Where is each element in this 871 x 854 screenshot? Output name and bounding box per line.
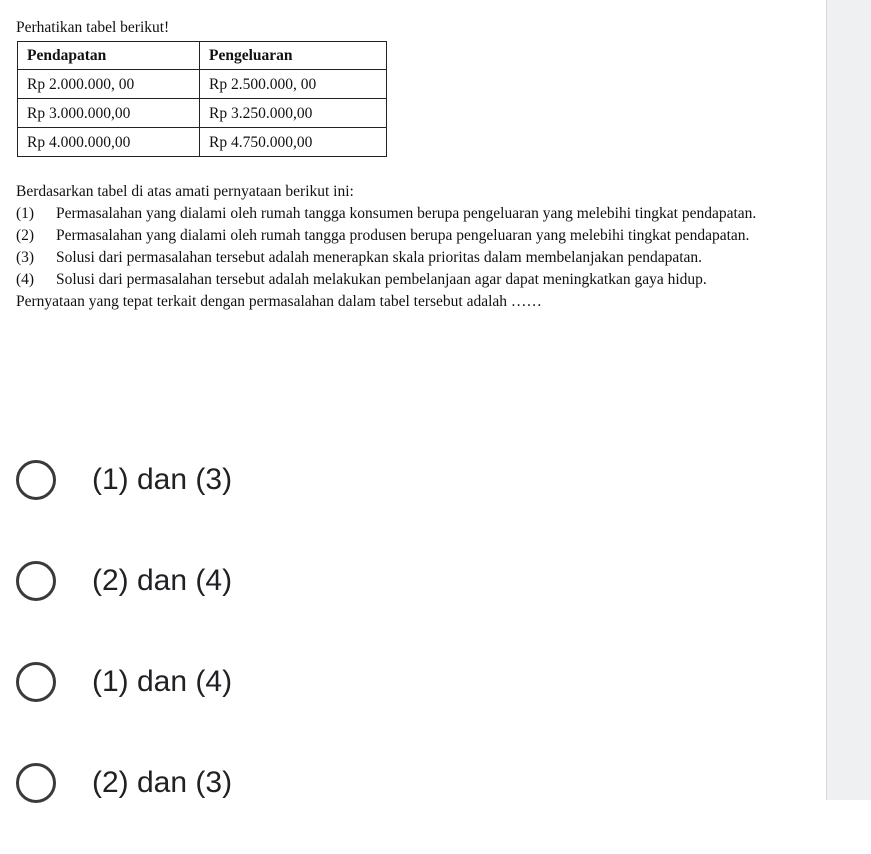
option-2-and-3[interactable] <box>16 753 796 813</box>
radio-button[interactable] <box>16 662 56 702</box>
table-row <box>18 99 387 128</box>
option-1-and-3[interactable] <box>16 450 796 510</box>
statement-intro: Berdasarkan tabel di atas amati pernyataan berikut ini: <box>16 183 354 200</box>
statement-number: (1) <box>16 205 35 222</box>
radio-button[interactable] <box>16 763 56 803</box>
table-row <box>18 70 387 99</box>
table-cell-income: Rp 3.000.000,00 <box>18 99 200 128</box>
answer-options <box>16 450 796 854</box>
statement-item <box>16 226 758 245</box>
option-label: (1) dan (4) <box>92 665 233 698</box>
question-prompt: Pernyataan yang tepat terkait dengan permasalahan dalam tabel tersebut adalah …… <box>16 293 542 310</box>
table-cell-expense: Rp 2.500.000, 00 <box>200 70 387 99</box>
option-2-and-4[interactable] <box>16 551 796 611</box>
option-label: (2) dan (4) <box>92 564 233 597</box>
table-header-expense: Pengeluaran <box>200 42 387 70</box>
table-header-row <box>18 42 387 70</box>
question-block <box>16 18 758 311</box>
table-cell-expense: Rp 4.750.000,00 <box>200 128 387 157</box>
radio-button[interactable] <box>16 561 56 601</box>
option-label: (1) dan (3) <box>92 463 233 496</box>
statement-number: (4) <box>16 271 35 288</box>
statement-text: Solusi dari permasalahan tersebut adalah melakukan pembelanjaan agar dapat meningkatkan gaya hidup. <box>56 271 707 288</box>
table-header-income: Pendapatan <box>18 42 200 70</box>
statement-text: Permasalahan yang dialami oleh rumah tangga produsen berupa pengeluaran yang melebihi tingkat pendapatan. <box>56 227 750 244</box>
statement-number: (3) <box>16 249 35 266</box>
question-intro: Perhatikan tabel berikut! <box>16 19 170 36</box>
table-cell-expense: Rp 3.250.000,00 <box>200 99 387 128</box>
statement-item <box>16 270 758 289</box>
option-label: (2) dan (3) <box>92 766 233 799</box>
statement-item <box>16 204 758 223</box>
income-expense-table <box>17 41 387 157</box>
table-row <box>18 128 387 157</box>
right-sidebar <box>826 0 871 800</box>
table-cell-income: Rp 4.000.000,00 <box>18 128 200 157</box>
statement-text: Permasalahan yang dialami oleh rumah tangga konsumen berupa pengeluaran yang melebihi tingkat pendapatan. <box>56 205 757 222</box>
statement-number: (2) <box>16 227 35 244</box>
radio-button[interactable] <box>16 460 56 500</box>
option-1-and-4[interactable] <box>16 652 796 712</box>
table-cell-income: Rp 2.000.000, 00 <box>18 70 200 99</box>
statement-text: Solusi dari permasalahan tersebut adalah menerapkan skala prioritas dalam membelanjakan pendapatan. <box>56 249 703 266</box>
statement-list <box>16 204 758 289</box>
statement-item <box>16 248 758 267</box>
